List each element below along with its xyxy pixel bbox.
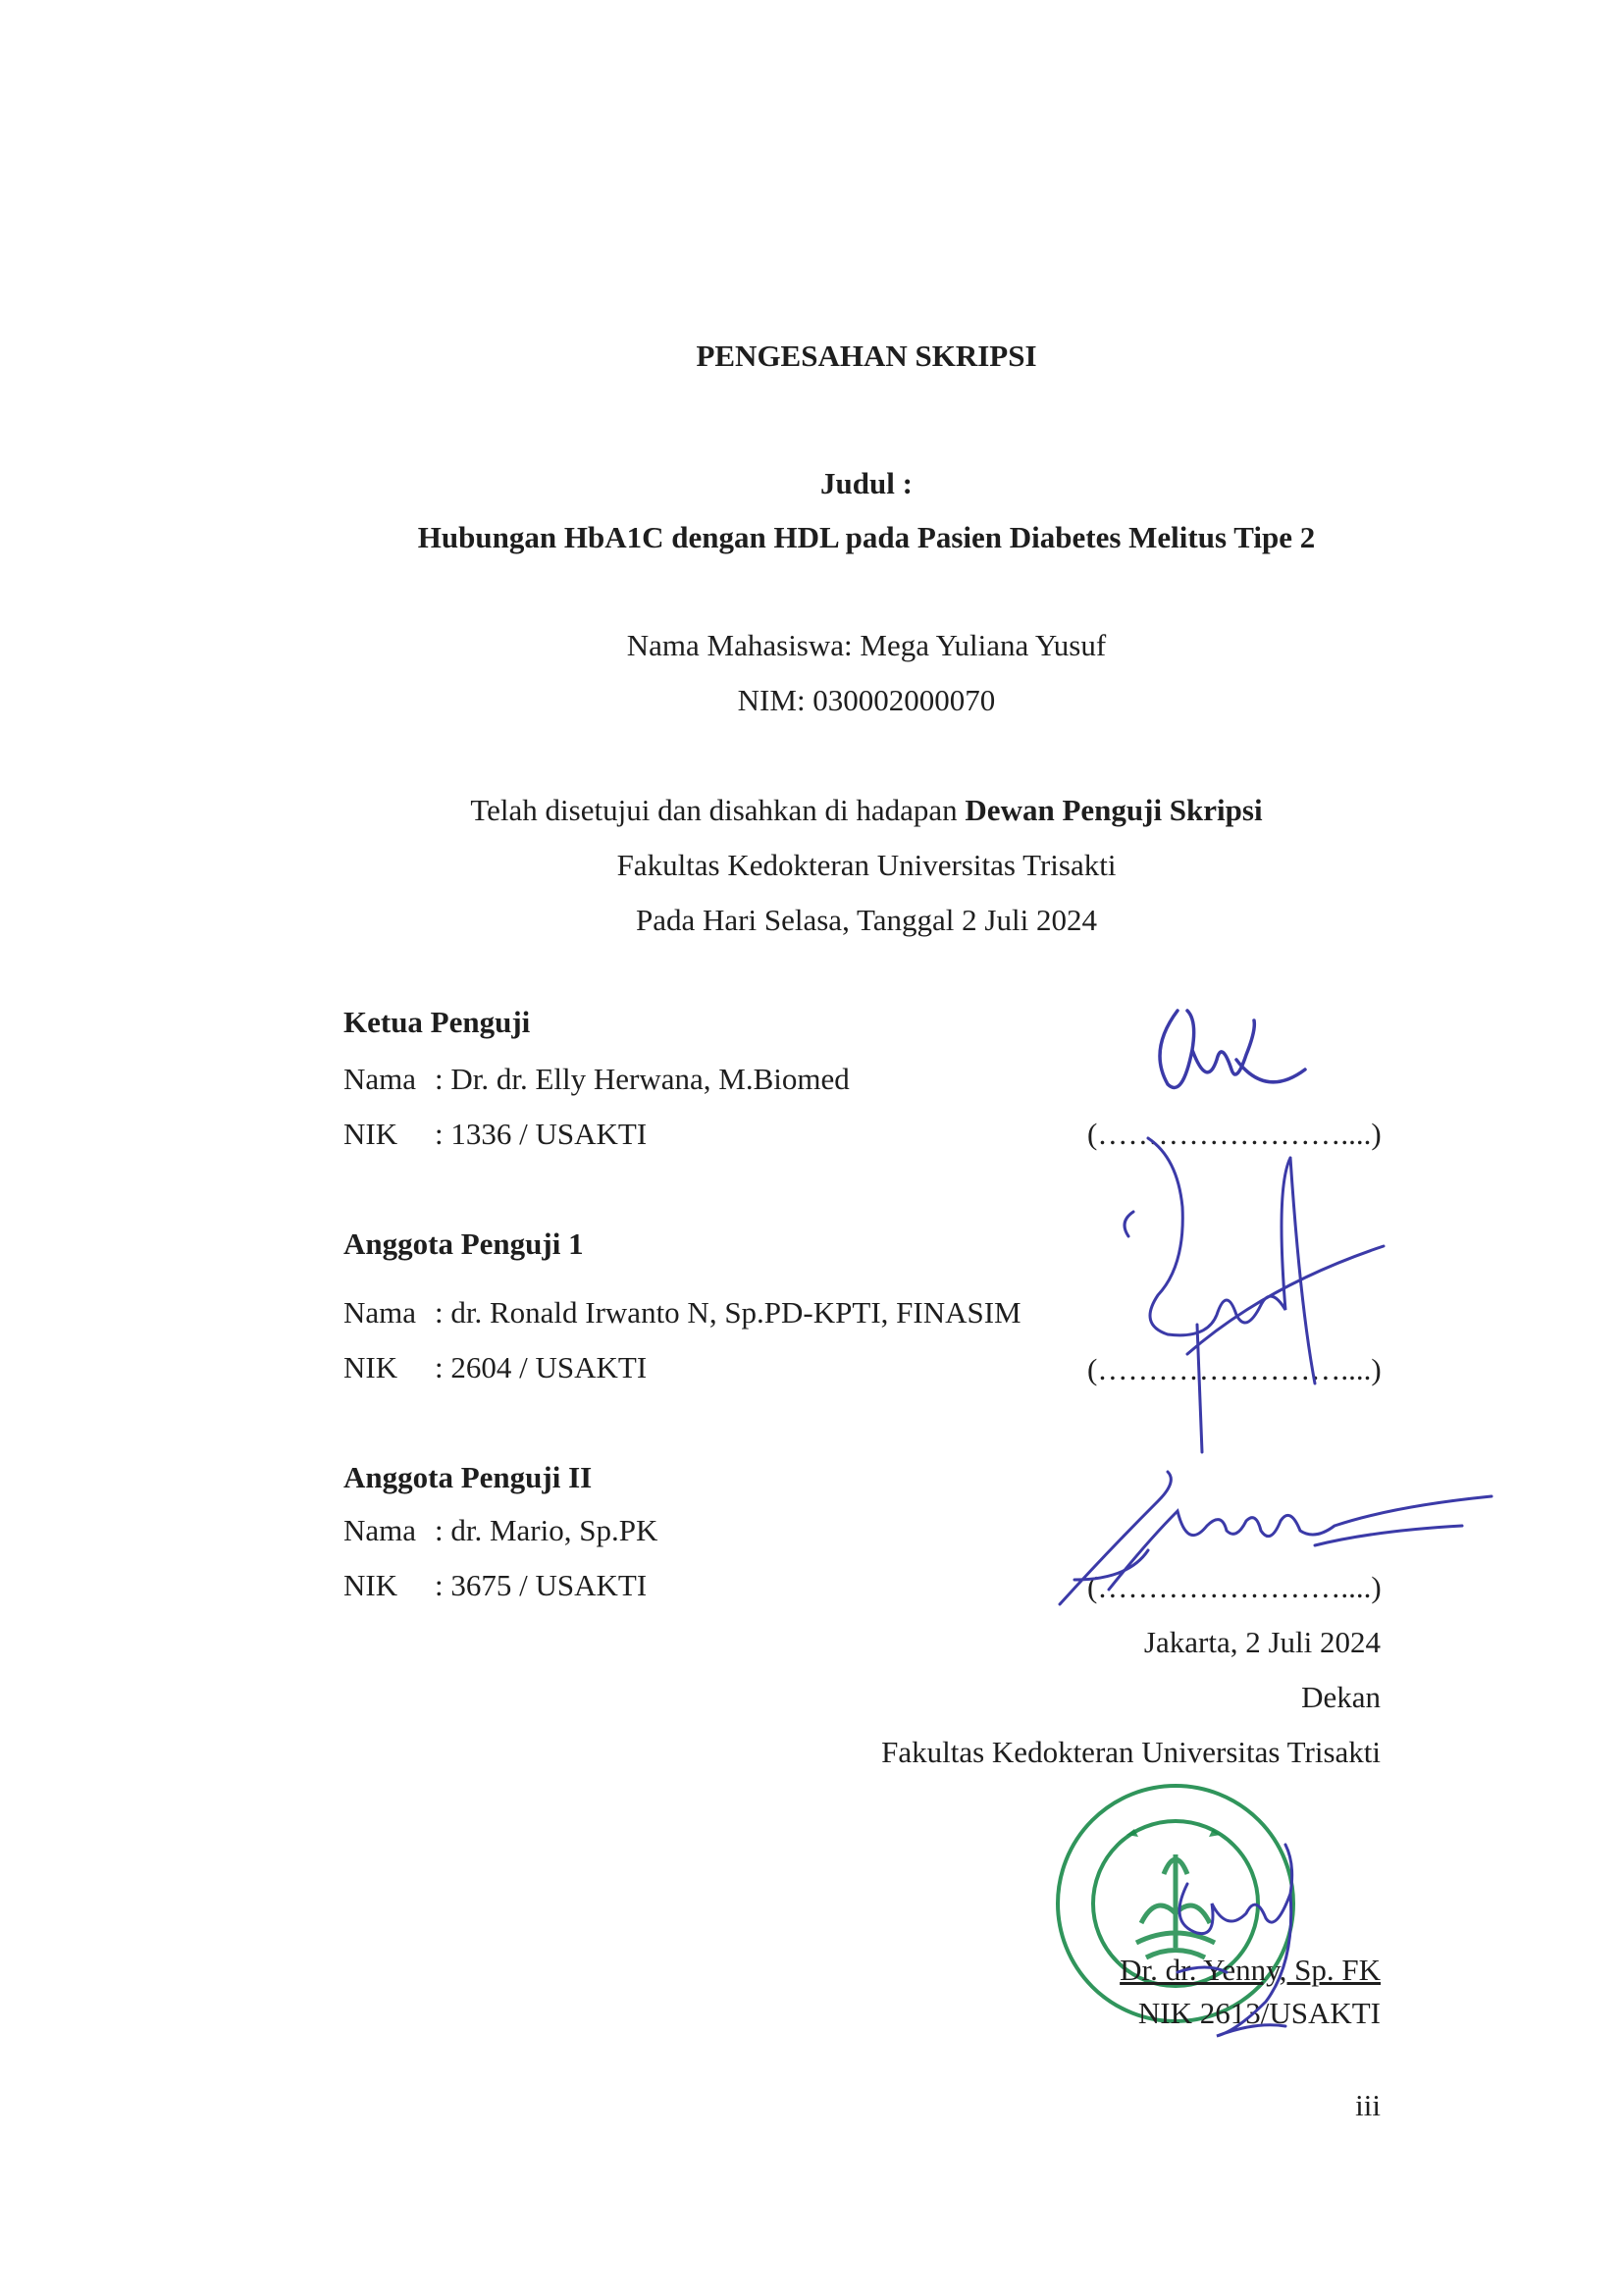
examiner-3-signature-line: (……………………....)	[1087, 1570, 1382, 1604]
examiner-3-name: : dr. Mario, Sp.PK	[435, 1513, 658, 1547]
judul-label: Judul :	[820, 466, 913, 500]
approval-line-1	[0, 793, 1623, 828]
examiner-2-nik-label: NIK	[343, 1350, 398, 1384]
examiner-1-name: : Dr. dr. Elly Herwana, M.Biomed	[435, 1062, 850, 1096]
examiner-3-nik: : 3675 / USAKTI	[435, 1568, 648, 1602]
thesis-title: Hubungan HbA1C dengan HDL pada Pasien Diabetes Melitus Tipe 2	[417, 520, 1316, 554]
signature-examiner-1	[1138, 991, 1325, 1119]
examiner-2-nama-label: Nama	[343, 1295, 417, 1330]
examiner-1-nik-label: NIK	[343, 1117, 398, 1151]
examiner-2-nik: : 2604 / USAKTI	[435, 1350, 648, 1384]
dean-place-date: Jakarta, 2 Juli 2024	[1143, 1625, 1381, 1659]
examiner-1-nik: : 1336 / USAKTI	[435, 1117, 648, 1151]
examiner-2-name: : dr. Ronald Irwanto N, Sp.PD-KPTI, FINASIM	[435, 1295, 1021, 1330]
page-number: iii	[1355, 2088, 1381, 2122]
examiner-2-signature-line: (……………………....)	[1087, 1352, 1382, 1386]
examiner-1-role: Ketua Penguji	[343, 1005, 531, 1039]
signature-examiner-2	[1089, 1128, 1403, 1442]
examiner-3-nik-label: NIK	[343, 1568, 398, 1602]
examiner-1-nama-label: Nama	[343, 1062, 417, 1096]
examiner-1-signature-line: (……………………....)	[1087, 1117, 1382, 1151]
student-name: Nama Mahasiswa: Mega Yuliana Yusuf	[626, 628, 1107, 662]
examiner-3-nama-label: Nama	[343, 1513, 417, 1547]
dean-nik: NIK 2613/USAKTI	[1137, 1996, 1381, 2030]
signature-dean	[1148, 1825, 1315, 2051]
dean-title: Dekan	[1301, 1680, 1381, 1714]
page-title: PENGESAHAN SKRIPSI	[696, 339, 1037, 373]
student-nim: NIM: 030002000070	[737, 683, 996, 717]
approval-line-3: Pada Hari Selasa, Tanggal 2 Juli 2024	[636, 903, 1097, 937]
approval-line-2: Fakultas Kedokteran Universitas Trisakti	[616, 848, 1117, 882]
approval-prefix: Telah disetujui dan disahkan di hadapan	[470, 793, 966, 827]
examiner-3-role: Anggota Penguji II	[343, 1460, 593, 1494]
dean-faculty: Fakultas Kedokteran Universitas Trisakti	[881, 1735, 1381, 1769]
approval-board: Dewan Penguji Skripsi	[965, 793, 1263, 827]
examiner-2-role: Anggota Penguji 1	[343, 1226, 584, 1261]
dean-name: Dr. dr. Yenny, Sp. FK	[1120, 1953, 1381, 1987]
signature-examiner-3	[1050, 1433, 1501, 1619]
